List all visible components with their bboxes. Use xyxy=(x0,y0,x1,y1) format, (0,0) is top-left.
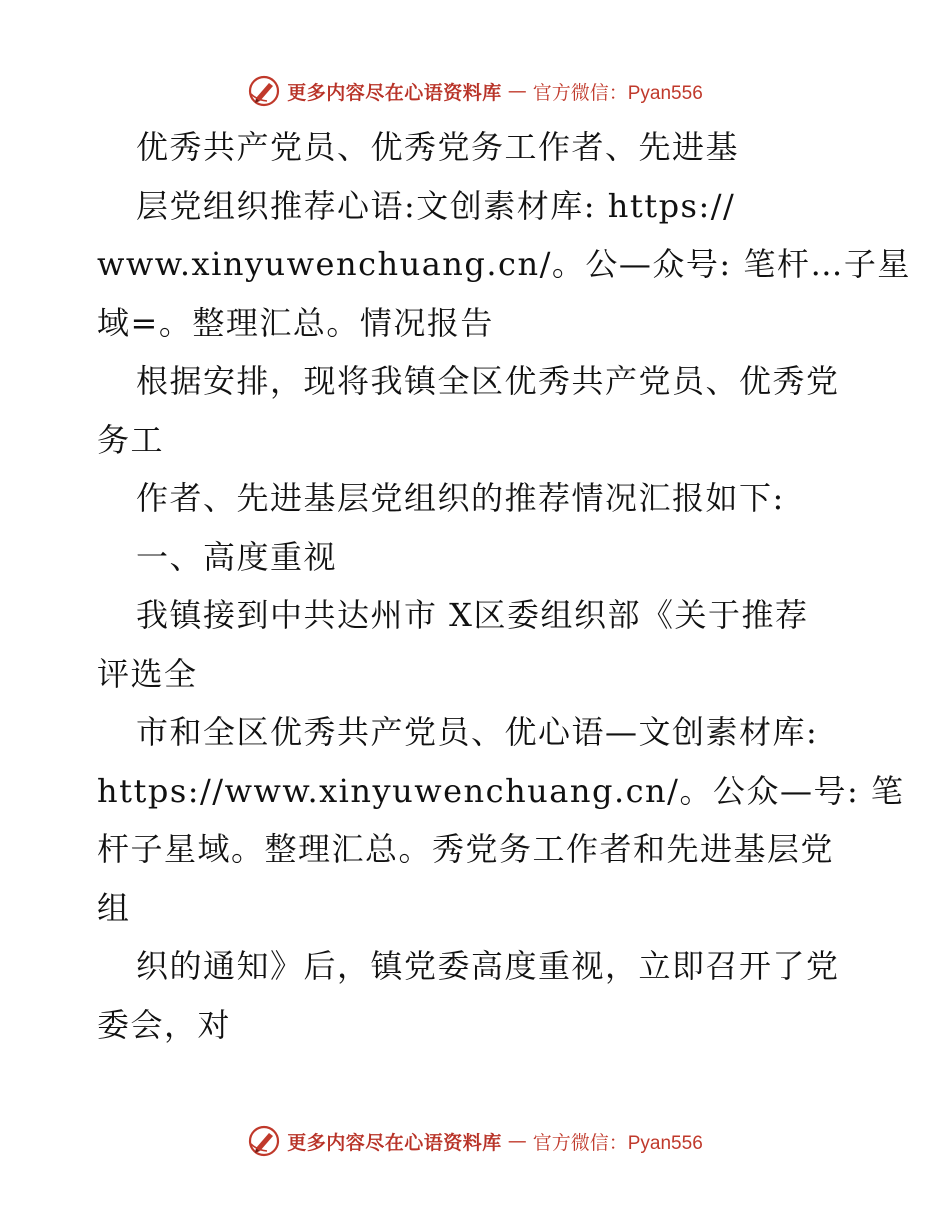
text-line: 我镇接到中共达州市 X区委组织部《关于推荐 xyxy=(136,596,809,634)
text-line: 评选全 xyxy=(97,654,198,693)
banner-wechat-text: 官方微信：Pyan556 xyxy=(532,82,703,104)
section-heading: 一、高度重视 xyxy=(136,537,338,576)
text-line: 域=。整理汇总。情况报告 xyxy=(97,303,494,342)
banner-dash: — xyxy=(507,80,527,102)
document-body xyxy=(97,118,911,1054)
text-line: 委会，对 xyxy=(97,1005,232,1044)
text-line: 层党组织推荐心语:文创素材库: https:// xyxy=(136,186,736,225)
text-line: 杆子星域。整理汇总。秀党务工作者和先进基层党 xyxy=(97,830,835,868)
banner-main-text: 更多内容尽在心语资料库 xyxy=(287,81,502,104)
text-line: 市和全区优秀共产党员、优心语—文创素材库: xyxy=(136,713,819,751)
text-line: 作者、先进基层党组织的推荐情况汇报如下: xyxy=(136,479,785,517)
banner-dash: — xyxy=(507,1130,527,1152)
text-line: www.xinyuwenchuang.cn/。公—众号: 笔杆…子星 xyxy=(97,245,911,283)
text-line: 务工 xyxy=(97,420,165,459)
pen-logo-icon xyxy=(247,74,281,108)
header-banner xyxy=(0,74,950,108)
banner-main-text: 更多内容尽在心语资料库 xyxy=(287,1131,502,1154)
text-line: 织的通知》后，镇党委高度重视，立即召开了党 xyxy=(136,947,840,985)
text-line: 组 xyxy=(97,888,131,927)
text-line: https://www.xinyuwenchuang.cn/。公众—号: 笔 xyxy=(97,771,905,810)
banner-wechat-text: 官方微信：Pyan556 xyxy=(532,1132,703,1154)
footer-banner xyxy=(0,1124,950,1158)
pen-logo-icon xyxy=(247,1124,281,1158)
text-line: 根据安排，现将我镇全区优秀共产党员、优秀党 xyxy=(136,362,840,400)
text-line: 优秀共产党员、优秀党务工作者、先进基 xyxy=(136,128,740,166)
